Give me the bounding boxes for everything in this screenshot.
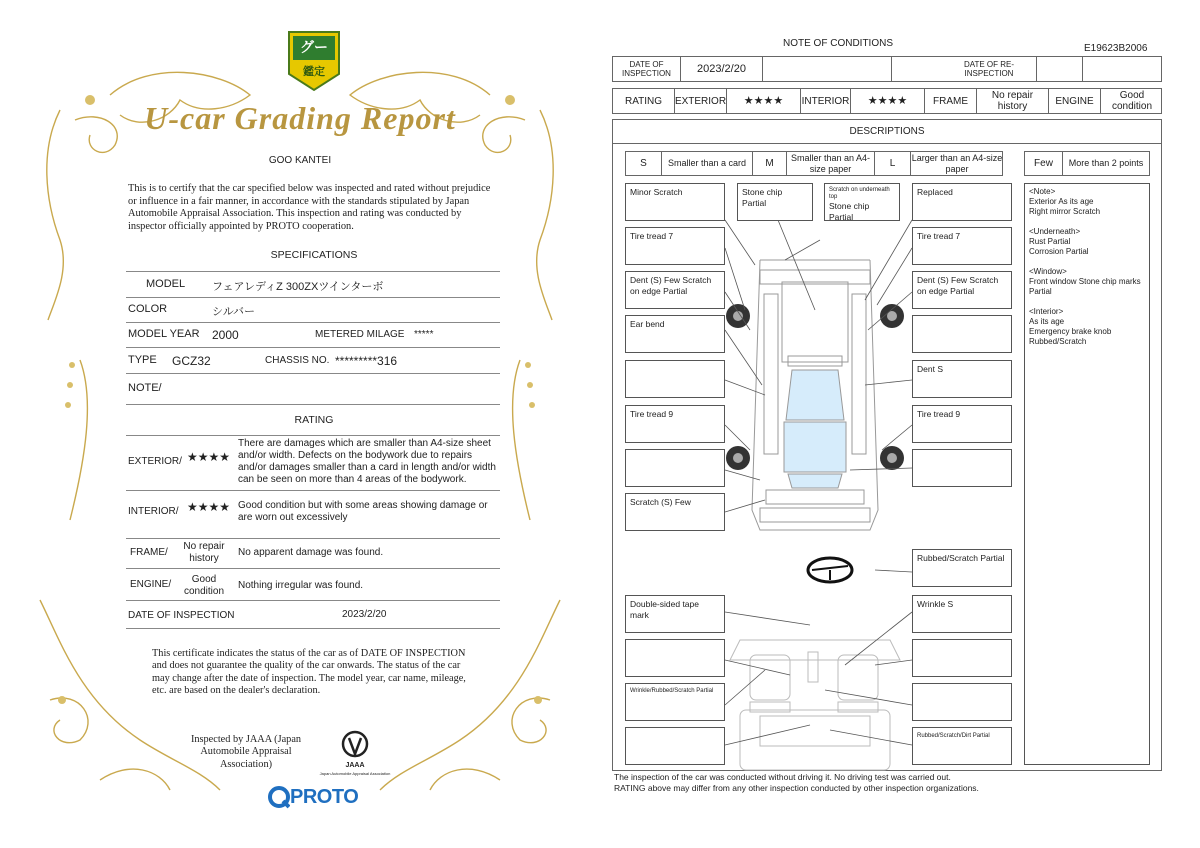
divider (126, 490, 500, 491)
exterior-description: There are damages which are smaller than A4-size sheet and/or width. Defects on the bodywork due to repairs and/or damages smaller than a card in length and/or width can be seen on more than 4 areas of the bodywork. (238, 438, 496, 485)
engine-value: Good condition (1111, 90, 1153, 112)
divider (126, 435, 500, 436)
condition-box: Scratch on underneath top Stone chip Partial (824, 183, 900, 221)
condition-box: Ear bend (625, 315, 725, 353)
condition-box: Wrinkle S (912, 595, 1012, 633)
footer-note-2: RATING above may differ from any other inspection conducted by other inspection organizations. (614, 783, 979, 793)
engine-label: ENGINE/ (130, 579, 172, 590)
jaaa-logo: JAAA Japan Automobile Appraisal Association (318, 728, 392, 780)
engine-value: Good condition (183, 574, 225, 597)
condition-box: Tire tread 7 (625, 227, 725, 265)
descriptions-heading: DESCRIPTIONS (849, 126, 925, 137)
condition-box: Dent (S) Few Scratch on edge Partial (912, 271, 1012, 309)
date-reinspection-label: DATE OF RE-INSPECTION (892, 57, 1037, 81)
interior-label: INTERIOR/ (128, 506, 179, 517)
intro-text: This is to certify that the car specified below was inspected and rated without prejudice or influence in a fair manner, in accordance with the standards stipulated by Japan Automobile Appraisal Association. This inspection and rating was conducted by inspector officially appointed by PROTO cooperation. (128, 183, 491, 232)
rating-label: RATING (613, 89, 675, 113)
goo-kantei-badge (287, 30, 341, 92)
condition-box: Rubbed/Scratch Partial (912, 549, 1012, 587)
type-label: TYPE (128, 354, 157, 366)
divider (126, 297, 500, 298)
chassis-value: *********316 (335, 354, 398, 368)
model-year-label: MODEL YEAR (128, 328, 200, 340)
condition-box: Dent (S) Few Scratch on edge Partial (625, 271, 725, 309)
interior-stars: ★★★★ (187, 500, 231, 514)
divider (126, 628, 500, 629)
footer-note-1: The inspection of the car was conducted without driving it. No driving test was carried out. (614, 772, 951, 782)
divider (126, 538, 500, 539)
date-inspection-value: 2023/2/20 (681, 57, 763, 81)
condition-box: Dent S (912, 360, 1012, 398)
note-of-conditions-sheet (600, 0, 1200, 848)
sheet-title: NOTE OF CONDITIONS (783, 38, 893, 49)
specifications-heading: SPECIFICATIONS (270, 249, 358, 261)
model-value: フェアレディZ 300ZXツインターボ (212, 281, 384, 293)
inspected-by-text: Inspected by JAAA (Japan Automobile Appraisal Association) (190, 734, 302, 770)
divider (126, 600, 500, 601)
condition-box (912, 449, 1012, 487)
date-inspection-label: DATE OF INSPECTION (613, 57, 681, 81)
engine-label: ENGINE (1049, 89, 1101, 113)
exterior-stars: ★★★★ (187, 450, 231, 464)
divider (126, 373, 500, 374)
date-value: 2023/2/20 (342, 609, 387, 620)
engine-description: Nothing irregular was found. (238, 580, 364, 591)
condition-box: Scratch (S) Few (625, 493, 725, 531)
condition-box: Tire tread 7 (912, 227, 1012, 265)
divider (126, 347, 500, 348)
mileage-value: ***** (414, 329, 434, 340)
condition-box: Wrinkle/Rubbed/Scratch Partial (625, 683, 725, 721)
condition-box: Tire tread 9 (912, 405, 1012, 443)
condition-box (625, 639, 725, 677)
report-title: U-car Grading Report (144, 100, 456, 136)
sheet-code: E19623B2006 (1084, 43, 1148, 54)
exterior-label: EXTERIOR/ (128, 456, 182, 467)
condition-box (912, 315, 1012, 353)
divider (126, 271, 500, 272)
interior-label: INTERIOR (801, 89, 851, 113)
frame-description: No apparent damage was found. (238, 547, 384, 558)
condition-box: Replaced (912, 183, 1012, 221)
condition-box (625, 449, 725, 487)
chassis-label: CHASSIS NO. (265, 355, 330, 366)
date-label: DATE OF INSPECTION (128, 610, 235, 621)
condition-box: Stone chip Partial (737, 183, 813, 221)
type-value: GCZ32 (172, 354, 211, 368)
frame-value: No repair history (183, 541, 225, 564)
disclaimer-text: This certificate indicates the status of the car as of DATE OF INSPECTION and does not guarantee the quality of the car onwards. The status of the car may change after the date of inspection. The model year, car name, mileage, etc. are based on the dealer's declaration. (152, 648, 466, 696)
frame-value: No repair history (977, 89, 1049, 113)
proto-logo: PROTO (268, 785, 368, 809)
frame-label: FRAME/ (130, 547, 168, 558)
badge-bottom-text: 鑑定 (303, 66, 325, 78)
color-label: COLOR (128, 303, 168, 315)
model-label: MODEL (146, 278, 186, 290)
divider (126, 404, 500, 405)
rating-heading: RATING (294, 414, 334, 426)
report-subtitle: GOO KANTEI (268, 155, 332, 166)
exterior-stars: ★★★★ (727, 89, 801, 113)
condition-box (912, 683, 1012, 721)
condition-box: Minor Scratch (625, 183, 725, 221)
condition-box: Rubbed/Scratch/Dirt Partial (912, 727, 1012, 765)
divider (126, 568, 500, 569)
exterior-label: EXTERIOR (675, 89, 727, 113)
condition-box: Tire tread 9 (625, 405, 725, 443)
condition-box (912, 639, 1012, 677)
size-legend: S Smaller than a card M Smaller than an A4-size paper L Larger than an A4-size paper (625, 151, 1003, 176)
model-year-value: 2000 (212, 328, 239, 342)
interior-stars: ★★★★ (851, 89, 925, 113)
mileage-label: METERED MILAGE (315, 329, 405, 340)
condition-box (625, 360, 725, 398)
frame-label: FRAME (925, 89, 977, 113)
condition-box (625, 727, 725, 765)
note-label: NOTE/ (128, 382, 162, 394)
divider (126, 322, 500, 323)
few-legend: Few More than 2 points (1024, 151, 1150, 176)
notes-panel: <Note> Exterior As its age Right mirror Scratch <Underneath> Rust Partial Corrosion Partial <Window> Front window Stone chip marks Partial <Interior> As its age Emergency brake knob Rubbed/Scratch (1024, 183, 1150, 765)
condition-box: Double-sided tape mark (625, 595, 725, 633)
color-value: シルバー (212, 306, 255, 318)
interior-description: Good condition but with some areas showing damage or are worn out excessively (238, 500, 488, 523)
badge-top-text: グー (300, 39, 328, 55)
